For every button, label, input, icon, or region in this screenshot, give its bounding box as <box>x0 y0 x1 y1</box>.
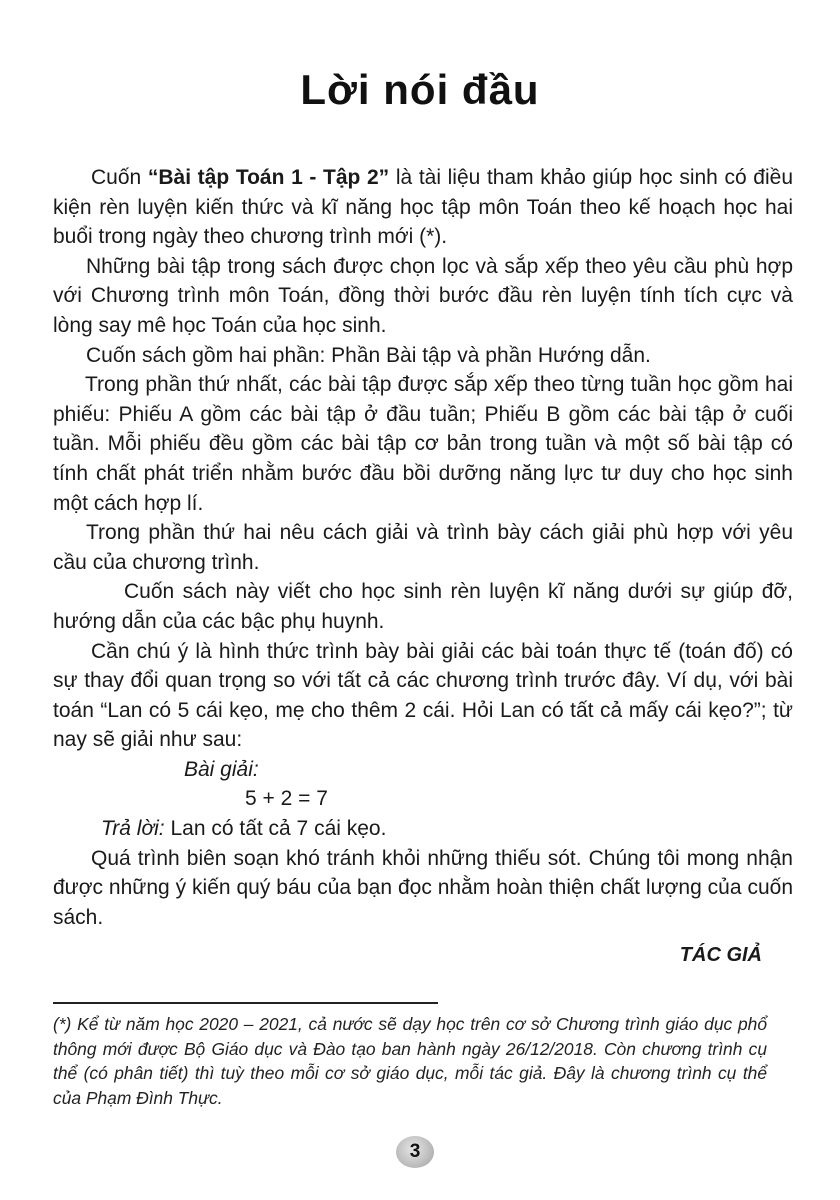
solution-answer <box>53 814 793 844</box>
paragraph-structure: Cuốn sách gồm hai phần: Phần Bài tập và phần Hướng dẫn. <box>86 343 651 367</box>
paragraph-note: Cần chú ý là hình thức trình bày bài giải các bài toán thực tế (toán đố) có sự thay đổi quan trọng so với tất cả các chương trình trước đây. Ví dụ, với bài toán “Lan có 5 cái kẹo, mẹ cho thêm 2 cái. Hỏi Lan có tất cả mấy cái kẹo?”; từ nay sẽ giải như sau: <box>53 639 793 752</box>
solution-label: Bài giải: <box>184 757 259 781</box>
solution-equation: 5 + 2 = 7 <box>245 787 328 811</box>
page-title: Lời nói đầu <box>300 66 540 113</box>
answer-label: Trả lời: <box>101 817 165 841</box>
answer-text: Lan có tất cả 7 cái kẹo. <box>164 817 387 841</box>
intro-post: là tài liệu tham khảo giúp học sinh có điều kiện rèn luyện kiến thức và kĩ năng học tập môn Toán theo kế hoạch học hai buổi trong ngày theo chương trình mới (*). <box>53 166 794 249</box>
book-title: “Bài tập Toán 1 - Tập 2” <box>147 166 390 189</box>
paragraph-audience: Cuốn sách này viết cho học sinh rèn luyện kĩ năng dưới sự giúp đỡ, hướng dẫn của các bậc phụ huynh. <box>53 580 793 633</box>
paragraph-selection: Những bài tập trong sách được chọn lọc và sắp xếp theo yêu cầu phù hợp với Chương trình môn Toán, đồng thời bước đầu rèn luyện tính tích cực và lòng say mê học Toán của học sinh. <box>53 254 793 337</box>
page-number: 3 <box>396 1136 434 1168</box>
paragraph-closing: Quá trình biên soạn khó tránh khỏi những thiếu sót. Chúng tôi mong nhận được những ý kiến quý báu của bạn đọc nhằm hoàn thiện chất lượng của cuốn sách. <box>53 846 793 929</box>
paragraph-part-two: Trong phần thứ hai nêu cách giải và trình bày cách giải phù hợp với yêu cầu của chương trình. <box>53 521 793 574</box>
author-signature: TÁC GIẢ <box>679 944 762 966</box>
intro-paragraph <box>53 163 793 252</box>
footnote-divider <box>53 1002 438 1004</box>
preface-body <box>53 163 793 932</box>
intro-pre: Cuốn <box>91 166 148 189</box>
paragraph-part-one: Trong phần thứ nhất, các bài tập được sắp xếp theo từng tuần học gồm hai phiếu: Phiếu A gồm các bài tập ở đầu tuần; Phiếu B gồm các bài tập ở cuối tuần. Mỗi phiếu đều gồm các bài tập cơ bản trong tuần và một số bài tập có tính chất phát triển nhằm bước đầu bồi dưỡng năng lực tư duy cho học sinh một cách hợp lí. <box>53 373 793 515</box>
footnote: (*) Kể từ năm học 2020 – 2021, cả nước sẽ dạy học trên cơ sở Chương trình giáo dục phổ thông mới được Bộ Giáo dục và Đào tạo ban hành ngày 26/12/2018. Còn chương trình cụ thể (có phân tiết) thì tuỳ theo mỗi cơ sở giáo dục, mỗi tác giả. Đây là chương trình cụ thể của Phạm Đình Thực. <box>53 1014 767 1109</box>
